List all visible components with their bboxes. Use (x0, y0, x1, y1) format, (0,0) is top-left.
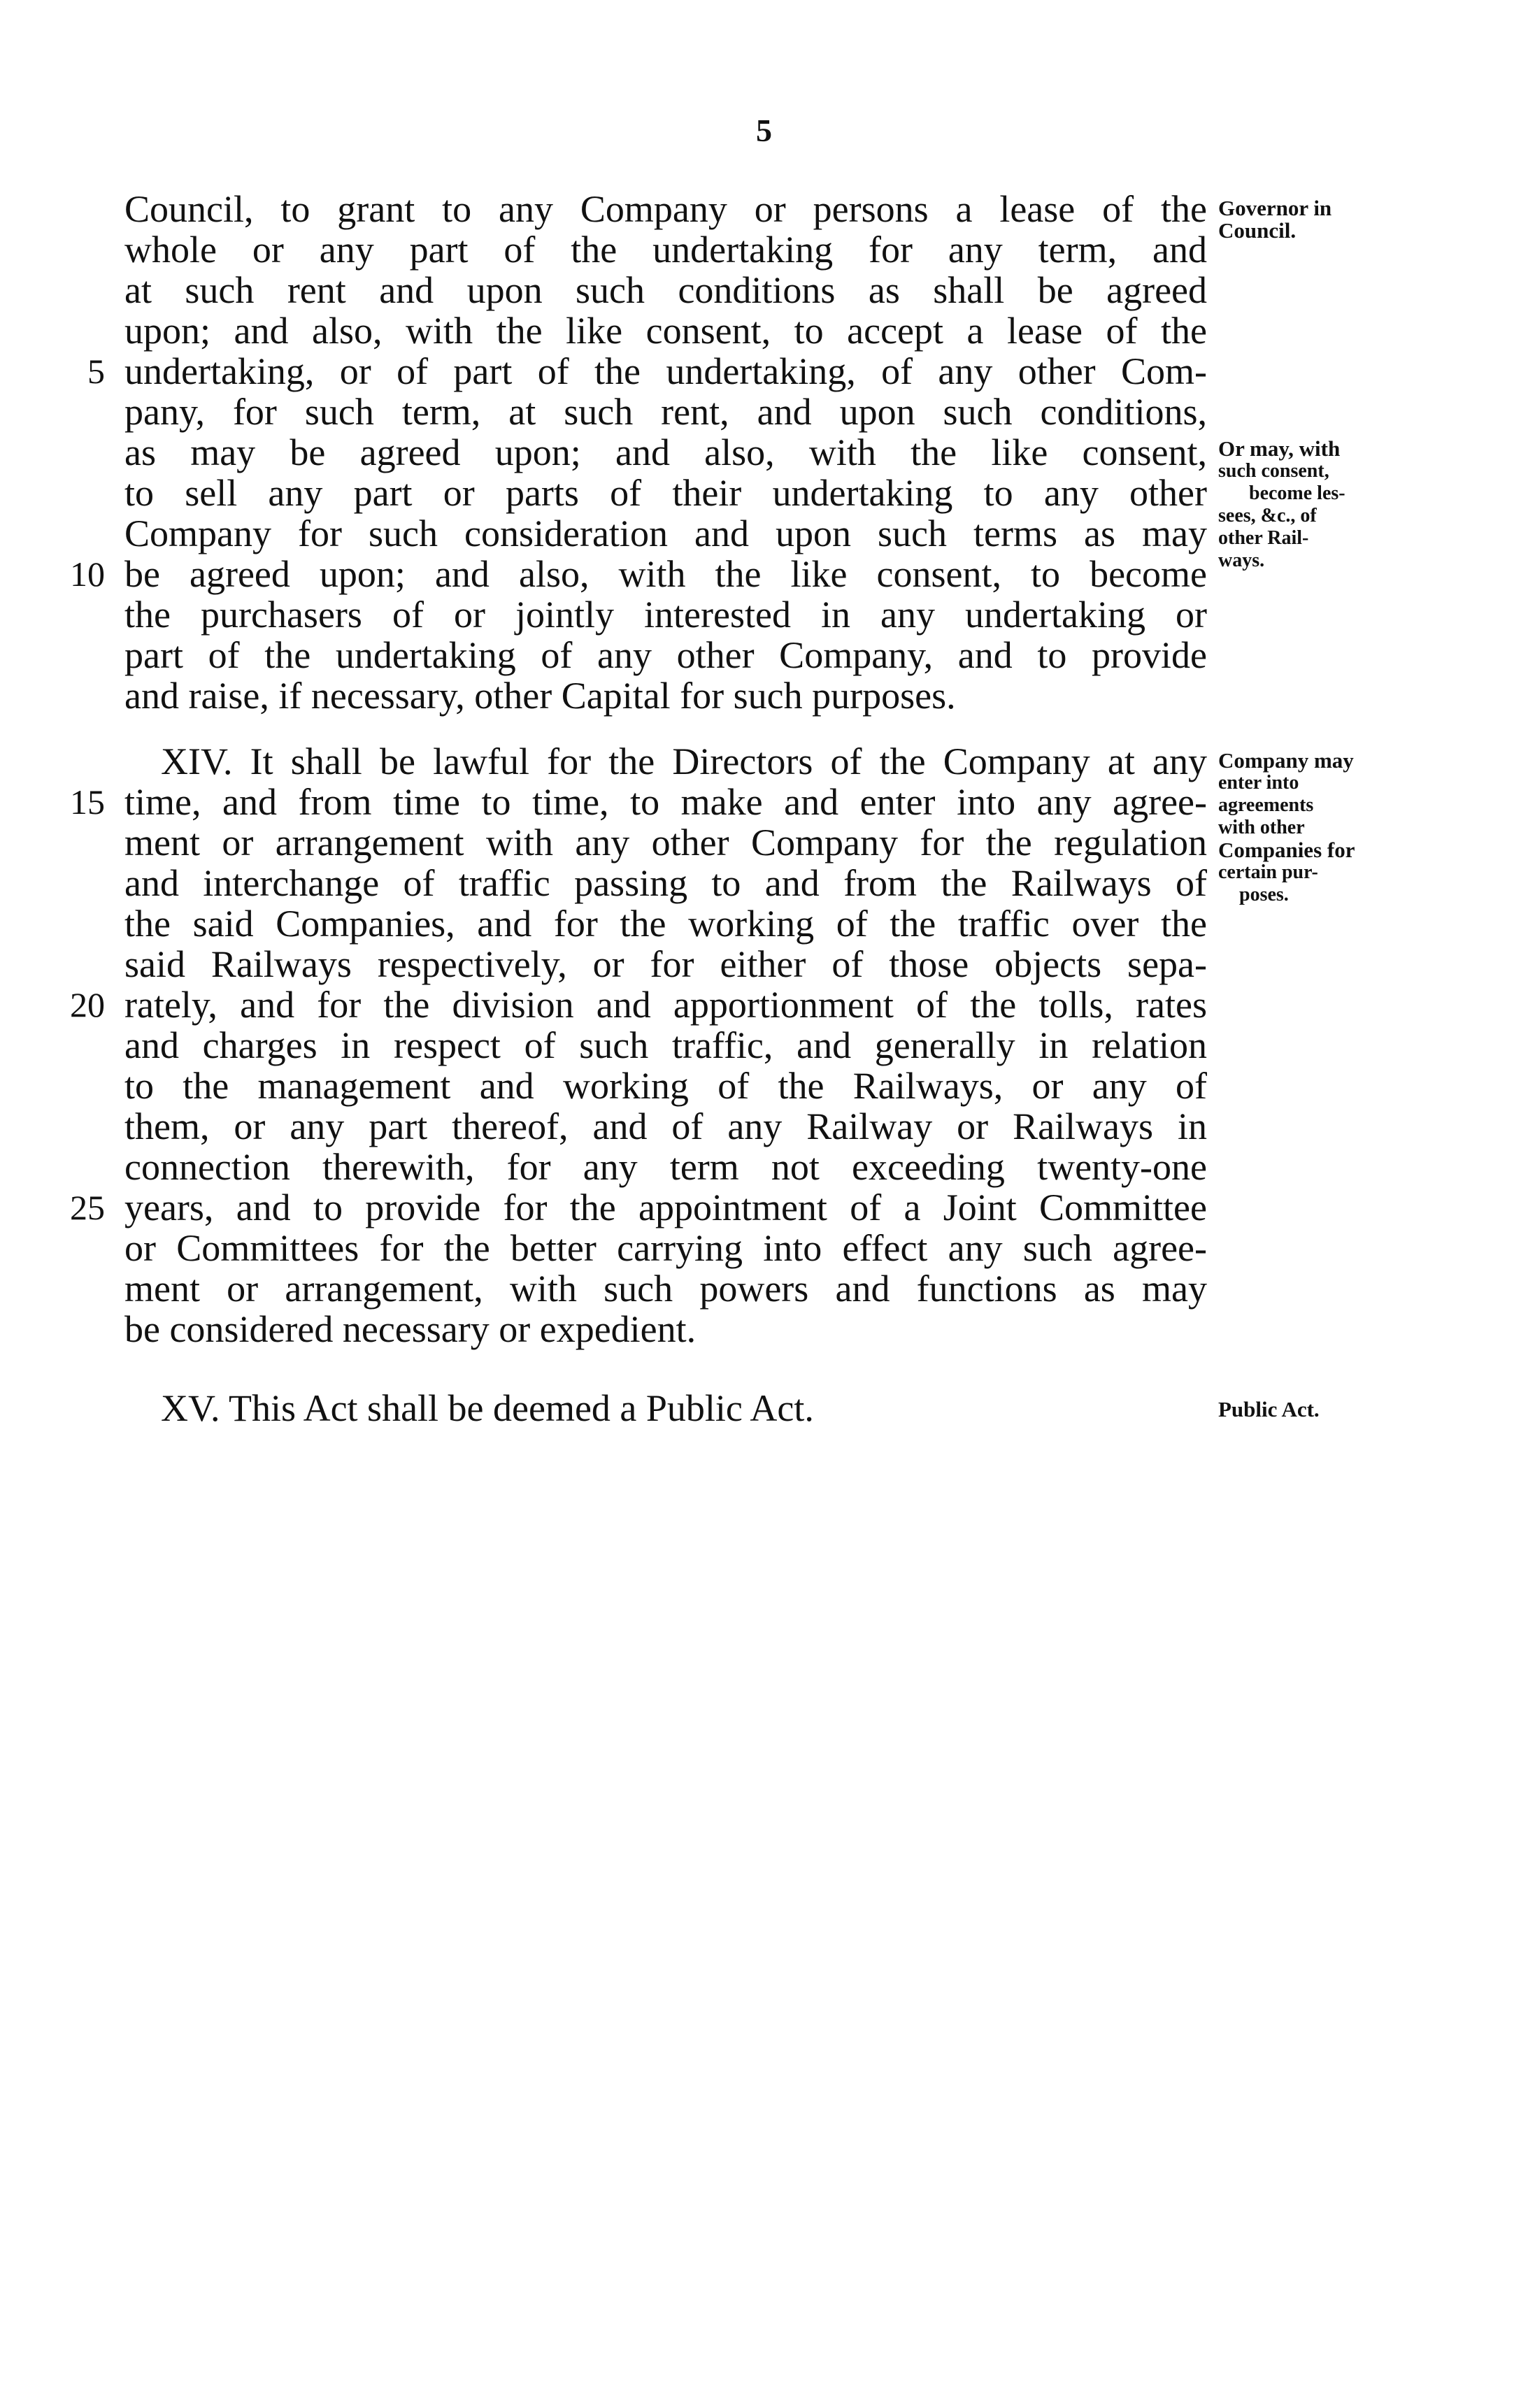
marginal-note-governor (1218, 197, 1428, 242)
marginal-note-line: Companies for (1218, 838, 1355, 862)
text-line: time, and from time to time, to make and enter into any agree- (124, 781, 1207, 823)
text-line: and interchange of traffic passing to and from the Railways of (124, 862, 1207, 904)
text-line: said Railways respectively, or for either of those objects sepa- (124, 943, 1207, 985)
marginal-note-line: poses. (1239, 884, 1289, 905)
text-line: the purchasers of or jointly interested in any undertaking or (124, 594, 1207, 636)
text-line: or Committees for the better carrying into effect any such agree- (124, 1227, 1207, 1269)
text-line: to sell any part or parts of their undertaking to any other (124, 472, 1207, 514)
text-line: ment or arrangement, with such powers and functions as may (124, 1268, 1207, 1310)
text-line: years, and to provide for the appointment of a Joint Committee (124, 1187, 1207, 1228)
marginal-note-line: with other (1218, 817, 1305, 838)
marginal-note-line: Company may (1218, 748, 1354, 773)
text-line: and raise, if necessary, other Capital for such purposes. (124, 675, 956, 717)
text-line: to the management and working of the Railways, or any of (124, 1065, 1207, 1107)
text-line: Council, to grant to any Company or persons a lease of the (124, 188, 1207, 230)
text-line: be considered necessary or expedient. (124, 1308, 697, 1350)
marginal-note-line: Public Act. (1218, 1397, 1320, 1421)
marginal-note-line: sees, &c., of (1218, 505, 1317, 526)
line-number: 20 (70, 985, 105, 1024)
marginal-note-line: such consent, (1218, 460, 1329, 482)
marginal-note-line: certain pur- (1218, 861, 1318, 883)
text-line: be agreed upon; and also, with the like consent, to become (124, 553, 1207, 595)
text-line: and charges in respect of such traffic, and generally in relation (124, 1024, 1207, 1066)
marginal-note-line: other Rail- (1218, 527, 1309, 549)
text-line: them, or any part thereof, and of any Railway or Railways in (124, 1105, 1207, 1147)
text-line: at such rent and upon such conditions as shall be agreed (124, 269, 1207, 311)
marginal-note-lessees (1218, 438, 1428, 572)
marginal-note-line: Council. (1218, 218, 1297, 243)
text-line: undertaking, or of part of the undertaking, of any other Com- (124, 350, 1207, 392)
line-number: 25 (70, 1188, 105, 1227)
page-number: 5 (756, 113, 772, 148)
marginal-note-line: enter into (1218, 772, 1299, 794)
text-line: part of the undertaking of any other Company, and to provide (124, 634, 1207, 676)
line-number: 5 (87, 352, 105, 391)
text-line: whole or any part of the undertaking for any term, and (124, 229, 1207, 271)
text-line: rately, and for the division and apportionment of the tolls, rates (124, 984, 1207, 1026)
marginal-note-line: Or may, with (1218, 436, 1341, 461)
marginal-note-line: agreements (1218, 794, 1314, 816)
marginal-note-line: Governor in (1218, 196, 1332, 220)
text-line: connection therewith, for any term not exceeding twenty-one (124, 1146, 1207, 1188)
text-line: ment or arrangement with any other Company for the regulation (124, 822, 1207, 863)
text-line: XIV. It shall be lawful for the Directors of the Company at any (161, 740, 1207, 782)
marginal-note-public-act (1218, 1398, 1428, 1421)
line-number: 10 (70, 554, 105, 594)
section-15-text: XV. This Act shall be deemed a Public Act. (161, 1387, 814, 1429)
text-line: as may be agreed upon; and also, with the like consent, (124, 431, 1207, 473)
line-number: 15 (70, 782, 105, 822)
marginal-note-agreements (1218, 750, 1428, 906)
text-line: the said Companies, and for the working of the traffic over the (124, 903, 1207, 945)
marginal-note-line: ways. (1218, 550, 1265, 571)
marginal-note-line: become les- (1249, 482, 1345, 504)
text-line: pany, for such term, at such rent, and upon such conditions, (124, 391, 1207, 433)
text-line: upon; and also, with the like consent, to accept a lease of the (124, 310, 1207, 352)
text-line: Company for such consideration and upon such terms as may (124, 513, 1207, 554)
